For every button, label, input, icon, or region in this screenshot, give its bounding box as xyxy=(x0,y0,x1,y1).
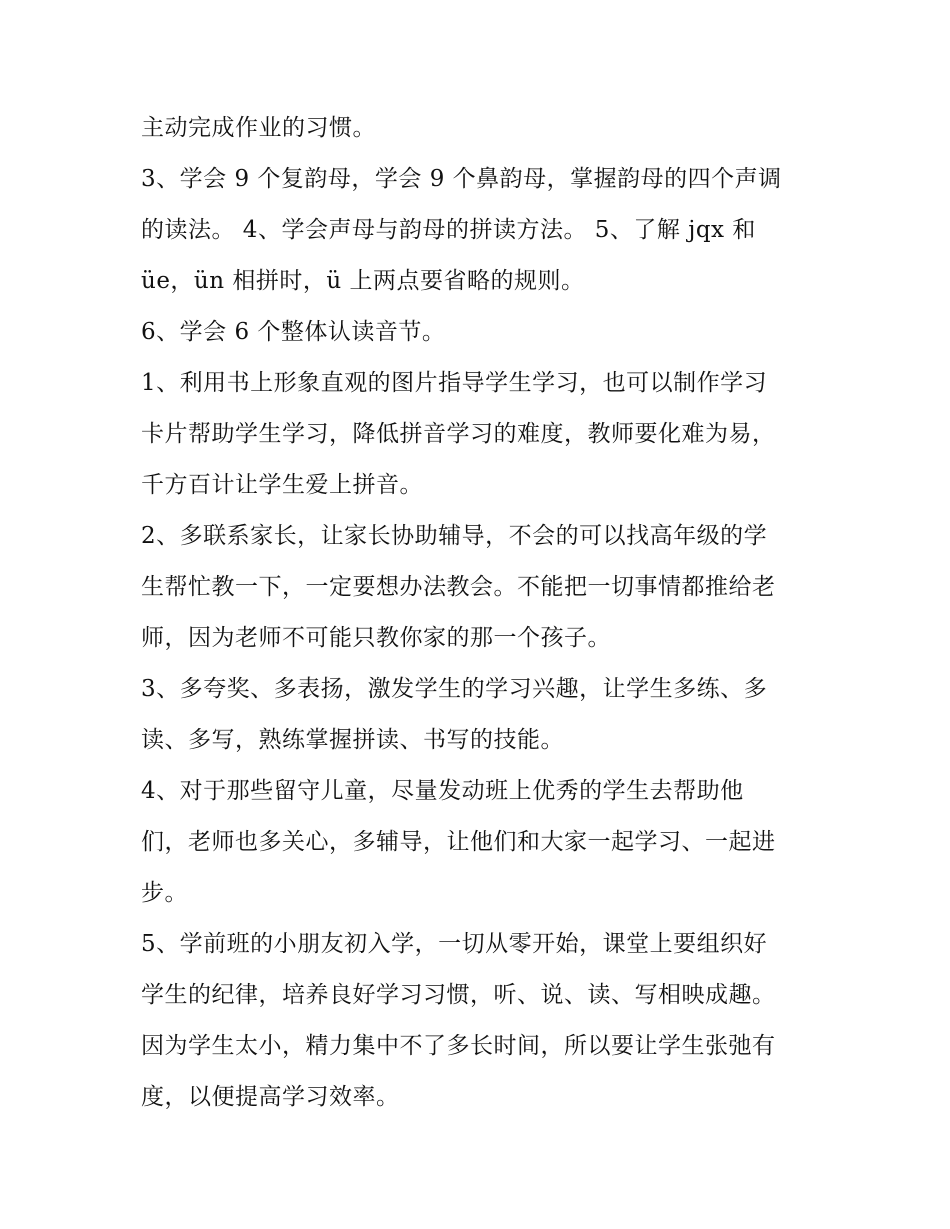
text-line: 的读法。 4、学会声母与韵母的拼读方法。 5、了解 jqx 和 xyxy=(141,217,756,243)
text-line: 千方百计让学生爱上拼音。 xyxy=(141,472,423,498)
text-line: 们，老师也多关心，多辅导，让他们和大家一起学习、一起进 xyxy=(141,829,776,855)
text-line: 生帮忙教一下，一定要想办法教会。不能把一切事情都推给老 xyxy=(141,574,776,600)
text-line: 6、学会 6 个整体认读音节。 xyxy=(141,319,446,345)
text-line: 学生的纪律，培养良好学习习惯，听、说、读、写相映成趣。 xyxy=(141,982,776,1008)
text-line: 2、多联系家长，让家长协助辅导，不会的可以找高年级的学 xyxy=(141,523,768,549)
text-line: 3、学会 9 个复韵母，学会 9 个鼻韵母，掌握韵母的四个声调 xyxy=(141,166,782,192)
text-line: 4、对于那些留守儿童，尽量发动班上优秀的学生去帮助他 xyxy=(141,778,744,804)
text-line: 度，以便提高学习效率。 xyxy=(141,1084,400,1110)
text-line: üe，ün 相拼时，ü 上两点要省略的规则。 xyxy=(141,268,585,294)
text-line: 师，因为老师不可能只教你家的那一个孩子。 xyxy=(141,625,611,651)
text-line: 5、学前班的小朋友初入学，一切从零开始，课堂上要组织好 xyxy=(141,931,768,957)
text-line: 步。 xyxy=(141,880,188,906)
text-line: 1、利用书上形象直观的图片指导学生学习，也可以制作学习 xyxy=(141,370,768,396)
text-line: 因为学生太小，精力集中不了多长时间，所以要让学生张弛有 xyxy=(141,1033,776,1059)
text-line: 3、多夸奖、多表扬，激发学生的学习兴趣，让学生多练、多 xyxy=(141,676,768,702)
text-line: 卡片帮助学生学习，降低拼音学习的难度，教师要化难为易， xyxy=(141,421,776,447)
text-line: 读、多写，熟练掌握拼读、书写的技能。 xyxy=(141,727,564,753)
text-line: 主动完成作业的习惯。 xyxy=(141,115,376,141)
